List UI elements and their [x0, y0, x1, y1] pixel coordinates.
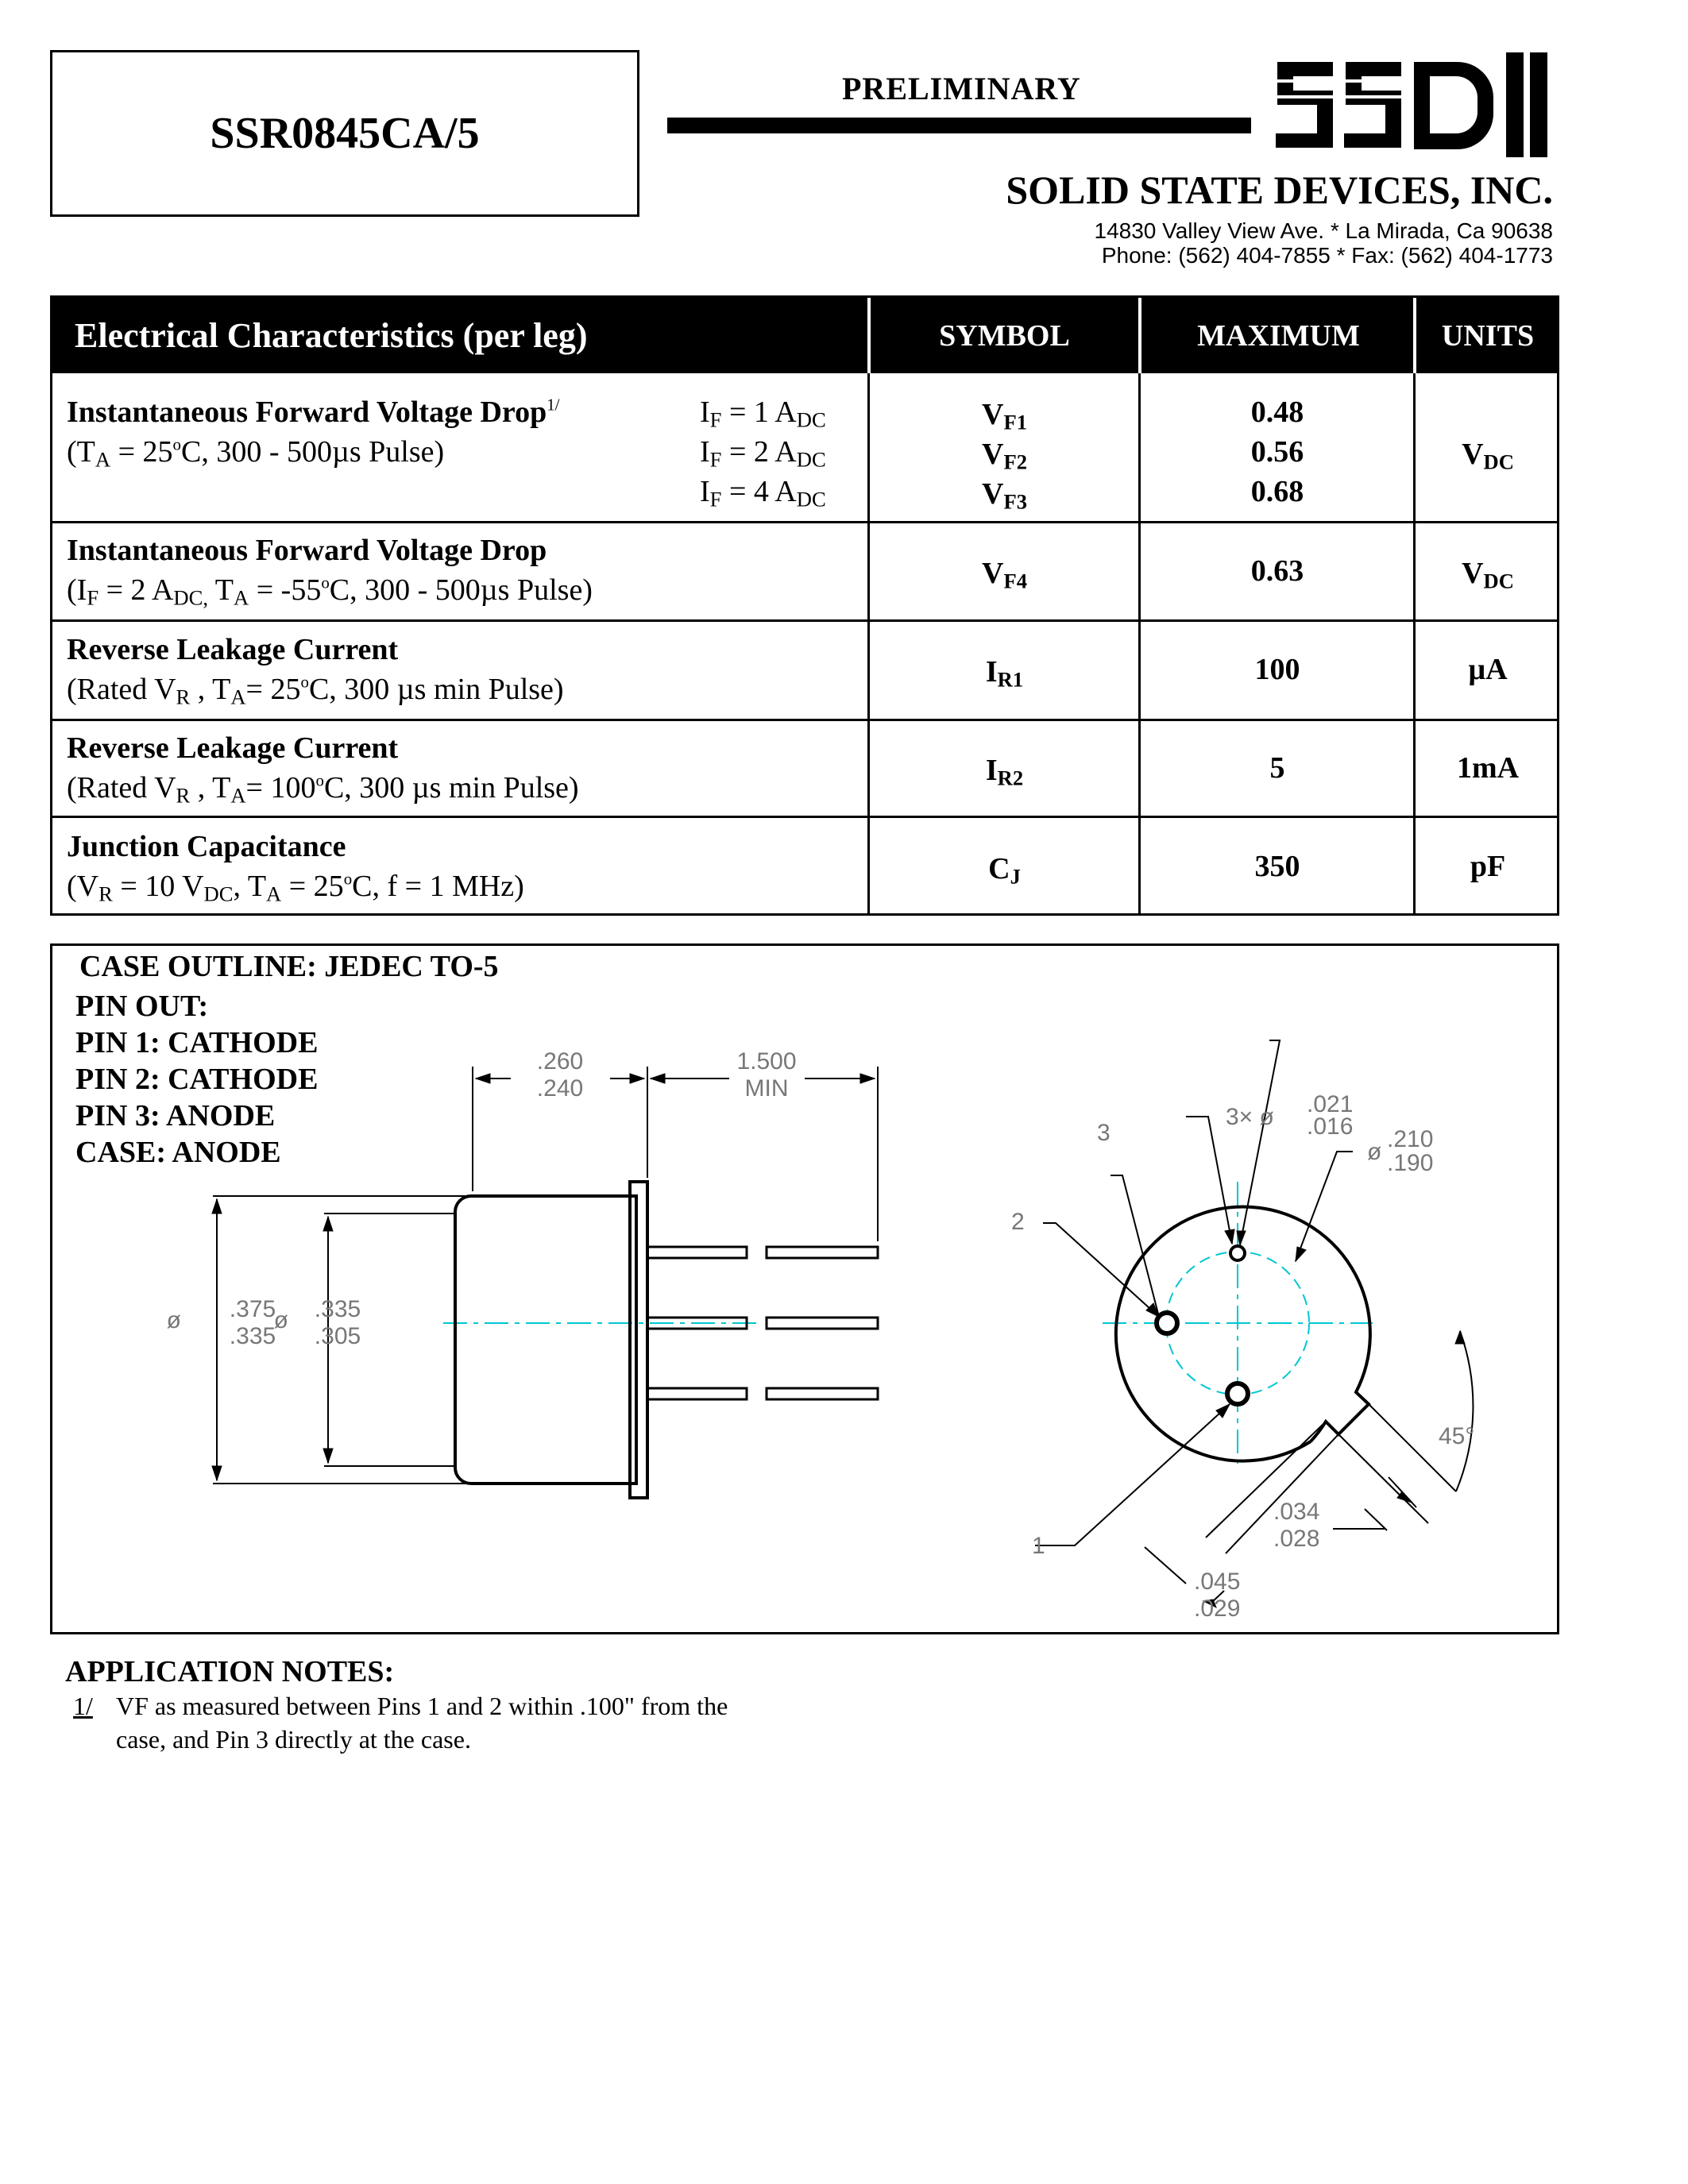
table-row-ir2-conditions: (Rated $V_R$ , $T_A= 100^oC$, 300 µs min Pulse) — [67, 770, 579, 808]
electrical-characteristics-table — [50, 295, 1559, 916]
to5-case-drawing — [50, 943, 1559, 1634]
case-label: CASE: ANODE — [75, 1136, 281, 1169]
tab-length-min: .029 — [1194, 1596, 1241, 1622]
sub-condition-if2: $I_F = 2$ $A_{DC}$ — [700, 435, 826, 472]
header-maximum: MAXIMUM — [1197, 318, 1360, 353]
dim-outer-dia-min: .335 — [229, 1323, 276, 1349]
table-row-vf-conditions: ($T_A = 25^oC$, 300 - 500µs Pulse) — [67, 434, 445, 472]
symbol-ir2: $I_{R2}$ — [985, 754, 1024, 790]
unit-vf4: $V_{DC}$ — [1462, 557, 1514, 593]
dim-inner-dia-min: .305 — [314, 1323, 361, 1349]
note-text-line2: case, and Pin 3 directly at the case. — [116, 1725, 471, 1754]
max-vf3: 0.68 — [1250, 475, 1304, 508]
table-row-vf4-conditions: ($I_F = 2$ $A_{DC,}$ $T_A = -55^oC$, 300 - 500µs Pulse) — [67, 573, 593, 610]
dim-dia-symbol: ø — [273, 1307, 288, 1333]
max-ir2: 5 — [1269, 751, 1285, 785]
dim-body-length-min: .240 — [536, 1075, 584, 1102]
table-header-row — [52, 298, 1557, 373]
max-cj: 350 — [1254, 850, 1300, 883]
table-row-vf-name: Instantaneous Forward Voltage Drop$^{1/}$ — [67, 395, 560, 429]
bottom-view-dimensions — [1011, 1091, 1474, 1622]
max-ir1: 100 — [1254, 653, 1300, 686]
header-characteristics: Electrical Characteristics (per leg) — [75, 316, 588, 355]
header-units: UNITS — [1441, 318, 1535, 353]
symbol-vf3: $V_{F3}$ — [982, 477, 1027, 514]
company-address: 14830 Valley View Ave. * La Mirada, Ca 90638 — [1094, 218, 1553, 243]
max-vf2: 0.56 — [1250, 435, 1304, 469]
pin1-label: PIN 1: CATHODE — [75, 1026, 319, 1059]
lead-dia-prefix: 3× ø — [1226, 1104, 1274, 1130]
ssdi-logo — [1271, 46, 1557, 165]
company-name: SOLID STATE DEVICES, INC. — [1006, 168, 1553, 212]
table-row-ir1-name: Reverse Leakage Current — [67, 633, 399, 666]
pcd-min: .190 — [1387, 1150, 1434, 1176]
part-number-box — [50, 50, 639, 217]
dim-dia-symbol: ø — [166, 1307, 181, 1333]
table-row-ir1-conditions: (Rated $V_R$ , $T_A= 25^oC$, 300 µs min Pulse) — [67, 672, 564, 709]
unit-ir1: µA — [1468, 653, 1508, 686]
application-notes-title: APPLICATION NOTES: — [65, 1655, 395, 1688]
part-number: SSR0845CA/5 — [210, 109, 480, 158]
pin2-label: PIN 2: CATHODE — [75, 1063, 319, 1096]
dim-lead-length-note: MIN — [744, 1075, 789, 1102]
lead-dia-min: .016 — [1307, 1113, 1354, 1140]
dim-lead-length: 1.500 — [736, 1048, 797, 1075]
dim-inner-dia-max: .335 — [314, 1296, 361, 1322]
pin1-callout: 1 — [1032, 1533, 1045, 1559]
table-row-cj-conditions: ($V_R = 10$ $V_{DC}$, $T_A = 25^oC$, f = 1 MHz) — [67, 869, 524, 906]
note-number: 1/ — [73, 1692, 93, 1720]
sub-condition-if3: $I_F = 4$ $A_{DC}$ — [700, 475, 826, 511]
pin3-callout: 3 — [1097, 1120, 1111, 1146]
preliminary-label: PRELIMINARY — [842, 71, 1081, 106]
row-divider — [52, 521, 1557, 523]
company-phone-fax: Phone: (562) 404-7855 * Fax: (562) 404-1773 — [1101, 243, 1553, 268]
row-divider — [52, 619, 1557, 622]
symbol-vf4: $V_{F4}$ — [982, 557, 1027, 593]
unit-vf: $V_{DC}$ — [1462, 438, 1514, 474]
row-divider — [52, 719, 1557, 721]
table-row-vf4-name: Instantaneous Forward Voltage Drop — [67, 534, 547, 567]
tab-length-max: .045 — [1194, 1569, 1241, 1595]
tab-width-max: .034 — [1273, 1499, 1320, 1525]
sub-condition-if1: $I_F = 1$ $A_{DC}$ — [700, 396, 826, 432]
unit-ir2: 1mA — [1456, 751, 1520, 785]
symbol-vf1: $V_{F1}$ — [982, 398, 1027, 434]
max-vf1: 0.48 — [1250, 396, 1304, 429]
symbol-vf2: $V_{F2}$ — [982, 438, 1027, 474]
table-row-cj-name: Junction Capacitance — [67, 830, 346, 863]
dim-body-length-max: .260 — [536, 1048, 584, 1075]
pin3-label: PIN 3: ANODE — [75, 1099, 276, 1133]
pinout-title: PIN OUT: — [75, 990, 209, 1023]
header-symbol: SYMBOL — [939, 318, 1070, 353]
pin2-callout: 2 — [1011, 1209, 1025, 1235]
tab-width-min: .028 — [1273, 1526, 1320, 1552]
column-divider — [1413, 373, 1416, 913]
note-text-line1: VF as measured between Pins 1 and 2 within .100" from the — [116, 1692, 728, 1720]
dim-outer-dia-max: .375 — [229, 1296, 276, 1322]
case-outline-title: CASE OUTLINE: JEDEC TO-5 — [79, 950, 499, 983]
side-view — [212, 1067, 878, 1498]
max-vf4: 0.63 — [1250, 554, 1304, 588]
header-rule — [667, 118, 1251, 133]
side-view-dimensions — [167, 1048, 797, 1349]
angle-45: 45° — [1439, 1423, 1475, 1449]
symbol-ir1: $I_{R1}$ — [985, 655, 1024, 692]
lead-dia-max: .021 — [1307, 1091, 1354, 1117]
pcd-max: .210 — [1387, 1126, 1434, 1152]
pcd-prefix: ø — [1367, 1139, 1382, 1165]
row-divider — [52, 816, 1557, 818]
unit-cj: pF — [1470, 850, 1506, 883]
symbol-cj: $C_J$ — [988, 852, 1021, 889]
column-divider — [1138, 373, 1141, 913]
table-row-ir2-name: Reverse Leakage Current — [67, 731, 399, 765]
column-divider — [867, 373, 870, 913]
